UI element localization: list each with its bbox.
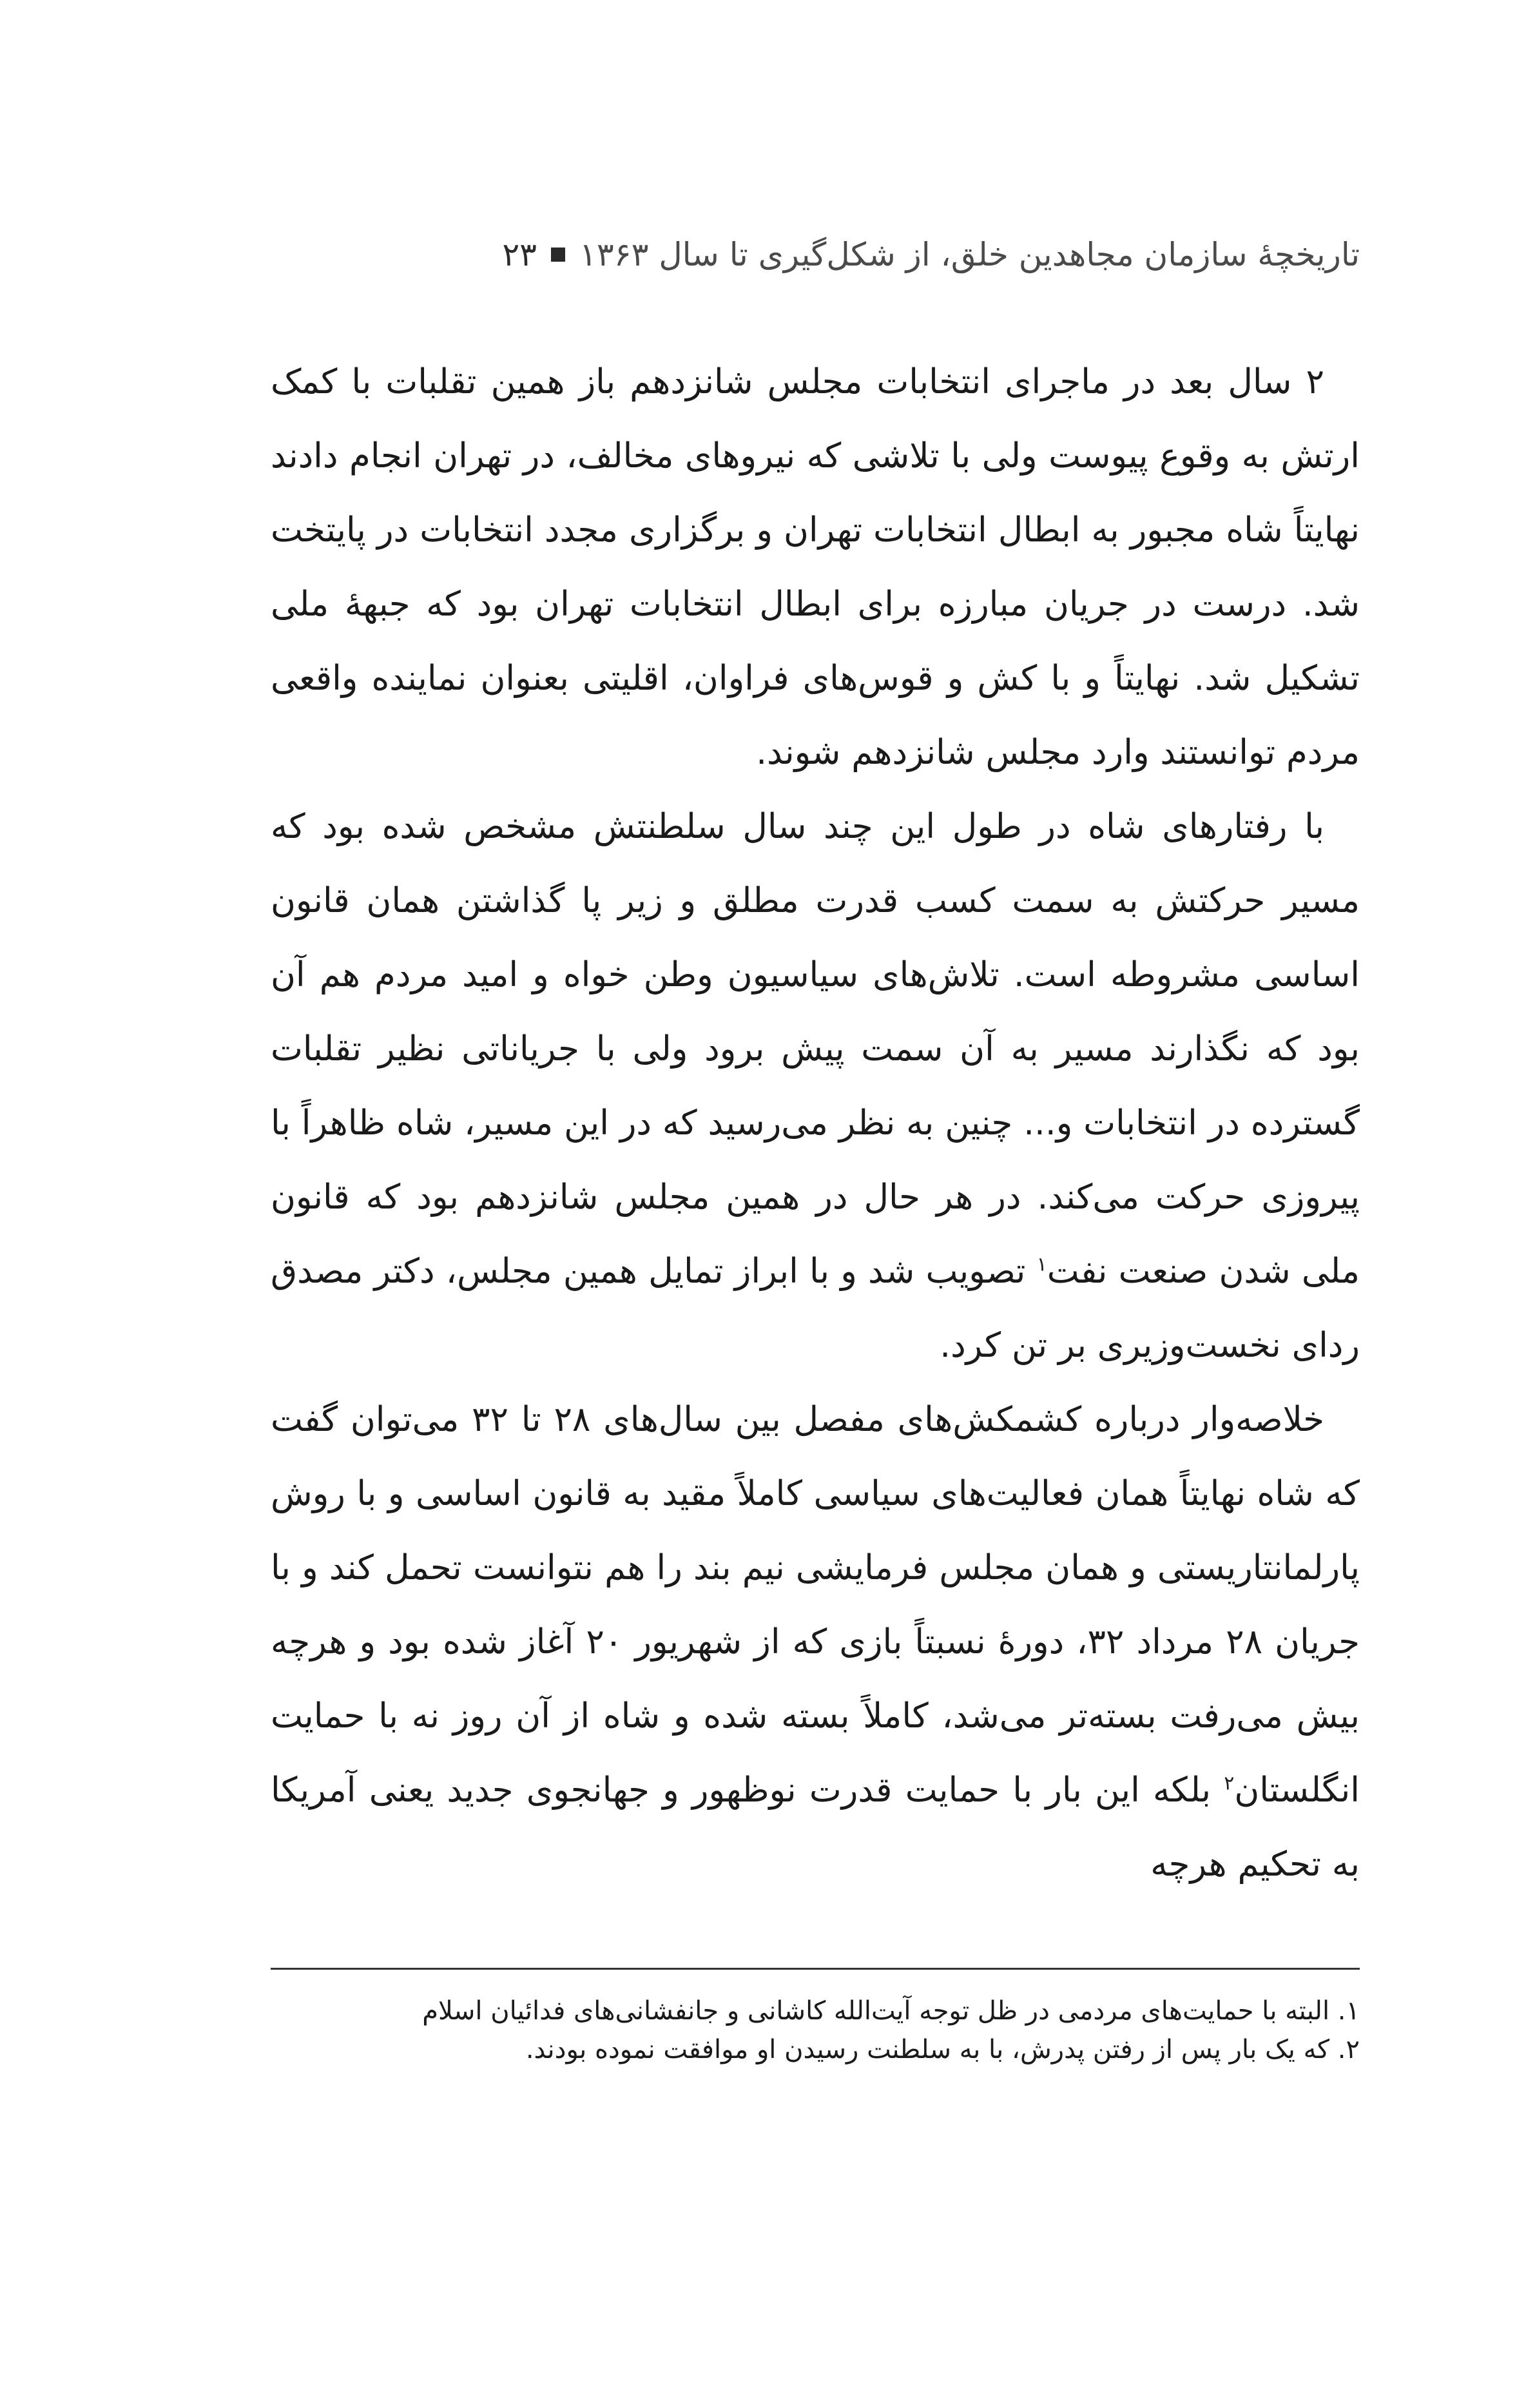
paragraph-3-part-a: خلاصه‌وار درباره کشمکش‌های مفصل بین سال‌های ۲۸ تا ۳۲ می‌توان گفت که شاه نهایتاً همان فعالیت‌های سیاسی کاملاً مقید به قانون اساسی و با روش پارلمانتاریستی و همان مجلس فرمایشی نیم بند را هم نتوانست تحمل کند و با جریان ۲۸ مرداد ۳۲، دورهٔ نسبتاً بازی که از شهریور ۲۰ آغاز شده بود و هرچه بیش می‌رفت بسته‌تر می‌شد، کاملاً بسته شده و شاه از آن روز نه با حمایت انگلستان [271,1400,1360,1810]
paragraph-2-part-a: با رفتارهای شاه در طول این چند سال سلطنتش مشخص شده بود که مسیر حرکتش به سمت کسب قدرت مطلق و زیر پا گذاشتن همان قانون اساسی مشروطه است. تلاش‌های سیاسیون وطن خواه و امید مردم هم آن بود که نگذارند مسیر به آن سمت پیش برود ولی با جریاناتی نظیر تقلبات گسترده در انتخابات و... چنین به نظر می‌رسید که در این مسیر، شاه ظاهراً با پیروزی حرکت می‌کند. در هر حال در همین مجلس شانزدهم بود که قانون ملی شدن صنعت نفت [271,807,1360,1291]
footnotes [271,1992,1360,2069]
paragraph-3 [271,1383,1360,1901]
footnote-ref-2: ۲ [1224,1772,1235,1795]
page-number: ۲۳ [502,236,537,273]
paragraph-3-part-b: بلکه این بار با حمایت قدرت نوظهور و جهانجوی جدید یعنی آمریکا به تحکیم هرچه [271,1771,1360,1884]
running-head [271,229,1360,280]
body-text [271,345,1360,1901]
paragraph-1: ۲ سال بعد در ماجرای انتخابات مجلس شانزدهم باز همین تقلبات با کمک ارتش به وقوع پیوست ولی با تلاشی که نیروهای مخالف، در تهران انجام دادند نهایتاً شاه مجبور به ابطال انتخابات تهران و برگزاری مجدد انتخابات در پایتخت شد. درست در جریان مبارزه برای ابطال انتخابات تهران بود که جبههٔ ملی تشکیل شد. نهایتاً و با کش و قوس‌های فراوان، اقلیتی بعنوان نماینده واقعی مردم توانستند وارد مجلس شانزدهم شوند. [271,362,1360,772]
footnote-divider [271,1968,1360,1970]
paragraph-2 [271,790,1360,1383]
running-head-title: تاریخچهٔ سازمان مجاهدین خلق، از شکل‌گیری تا سال ۱۳۶۳ [579,236,1360,273]
footnote-2: ۲. که یک بار پس از رفتن پدرش، با به سلطنت رسیدن او موافقت نموده بودند. [525,2035,1360,2064]
footnote-ref-1: ۱ [1036,1253,1047,1276]
separator-square-icon [551,248,565,262]
footnote-1: ۱. البته با حمایت‌های مردمی در ظل توجه آیت‌الله کاشانی و جانفشانی‌های فدائیان اسلام [422,1996,1360,2026]
paragraph-2-part-b: تصویب شد و با ابراز تمایل همین مجلس، دکتر مصدق ردای نخست‌وزیری بر تن کرد. [271,1252,1360,1365]
